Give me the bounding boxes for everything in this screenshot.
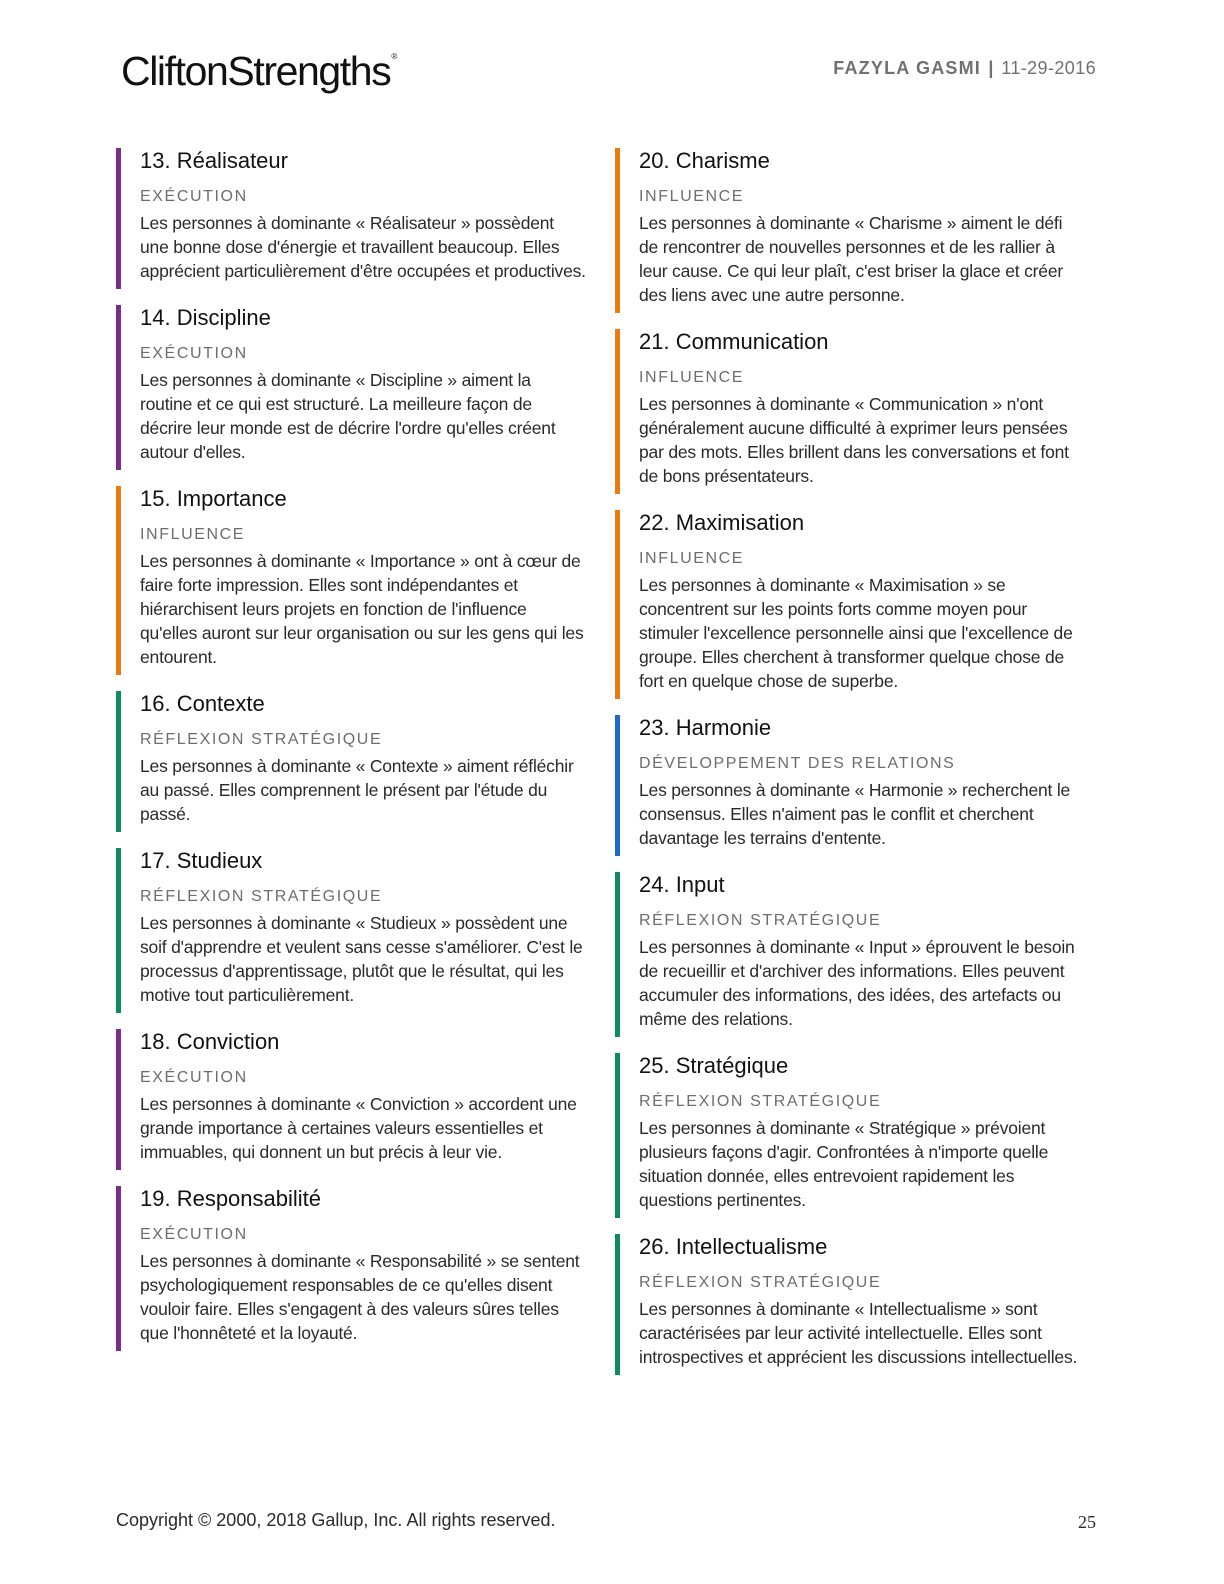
theme-domain: RÉFLEXION STRATÉGIQUE xyxy=(140,888,383,905)
theme-title: 21. Communication xyxy=(639,329,829,354)
theme-intellectualisme xyxy=(615,1234,1085,1375)
theme-domain: INFLUENCE xyxy=(140,526,246,543)
theme-strategique xyxy=(615,1053,1085,1218)
report-date: 11-29-2016 xyxy=(1001,58,1096,78)
cliftonstrengths-logo xyxy=(121,48,397,95)
theme-maximisation xyxy=(615,510,1085,699)
theme-title: 13. Réalisateur xyxy=(140,148,288,173)
theme-title: 26. Intellectualisme xyxy=(639,1234,828,1259)
theme-domain: INFLUENCE xyxy=(639,188,745,205)
theme-domain: INFLUENCE xyxy=(639,550,745,567)
meta-separator: | xyxy=(988,58,994,78)
theme-title: 25. Stratégique xyxy=(639,1053,789,1078)
theme-description: Les personnes à dominante « Charisme » aiment le défi de rencontrer de nouvelles personnes et de les rallier à leur cause. Ce qui leur plaît, c'est briser la glace et créer des liens avec une autre personne. xyxy=(639,213,1063,305)
registered-mark: ® xyxy=(391,52,398,61)
theme-domain: RÉFLEXION STRATÉGIQUE xyxy=(140,731,383,748)
theme-title: 14. Discipline xyxy=(140,305,271,330)
theme-title: 20. Charisme xyxy=(639,148,770,173)
person-name: FAZYLA GASMI xyxy=(833,58,981,78)
theme-input xyxy=(615,872,1085,1037)
theme-contexte xyxy=(116,691,586,832)
theme-description: Les personnes à dominante « Harmonie » recherchent le consensus. Elles n'aiment pas le conflit et cherchent davantage les terrains d'entente. xyxy=(639,780,1071,848)
theme-description: Les personnes à dominante « Stratégique » prévoient plusieurs façons d'agir. Confrontées à n'importe quelle situation donnée, elles entrevoient rapidement les questions pertinentes. xyxy=(639,1118,1049,1210)
theme-charisme xyxy=(615,148,1085,313)
theme-description: Les personnes à dominante « Conviction » accordent une grande importance à certaines valeurs essentielles et immuables, qui donnent un but précis à leur vie. xyxy=(140,1094,577,1162)
theme-description: Les personnes à dominante « Input » éprouvent le besoin de recueillir et d'archiver des informations. Elles peuvent accumuler des informations, des idées, des artefacts ou même des relations. xyxy=(639,937,1075,1029)
theme-realisateur xyxy=(116,148,586,289)
theme-domain: EXÉCUTION xyxy=(140,1226,248,1243)
theme-responsabilite xyxy=(116,1186,586,1351)
report-meta xyxy=(833,58,1096,79)
theme-discipline xyxy=(116,305,586,470)
theme-title: 22. Maximisation xyxy=(639,510,805,535)
theme-communication xyxy=(615,329,1085,494)
theme-domain: EXÉCUTION xyxy=(140,188,248,205)
theme-title: 18. Conviction xyxy=(140,1029,280,1054)
theme-domain: RÉFLEXION STRATÉGIQUE xyxy=(639,912,882,929)
logo-text: CliftonStrengths xyxy=(121,48,391,94)
theme-domain: EXÉCUTION xyxy=(140,345,248,362)
theme-harmonie xyxy=(615,715,1085,856)
theme-title: 16. Contexte xyxy=(140,691,265,716)
theme-title: 17. Studieux xyxy=(140,848,263,873)
theme-title: 23. Harmonie xyxy=(639,715,772,740)
theme-domain: EXÉCUTION xyxy=(140,1069,248,1086)
theme-description: Les personnes à dominante « Réalisateur » possèdent une bonne dose d'énergie et travaillent beaucoup. Elles apprécient particulièrement d'être occupées et productives. xyxy=(140,213,586,281)
theme-title: 19. Responsabilité xyxy=(140,1186,322,1211)
theme-domain: RÉFLEXION STRATÉGIQUE xyxy=(639,1093,882,1110)
page-number: 25 xyxy=(1078,1512,1096,1532)
page-header xyxy=(0,0,1224,120)
theme-domain: DÉVELOPPEMENT DES RELATIONS xyxy=(639,755,956,772)
theme-description: Les personnes à dominante « Importance » ont à cœur de faire forte impression. Elles sont indépendantes et hiérarchisent leurs projets en fonction de l'influence qu'elles auront sur leur organisation ou sur les gens qui les entourent. xyxy=(140,551,584,667)
theme-studieux xyxy=(116,848,586,1013)
theme-conviction xyxy=(116,1029,586,1170)
theme-description: Les personnes à dominante « Discipline » aiment la routine et ce qui est structuré. La meilleure façon de décrire leur monde est de décrire l'ordre qu'elles créent autour d'elles. xyxy=(140,370,556,462)
copyright-notice: Copyright © 2000, 2018 Gallup, Inc. All rights reserved. xyxy=(116,1510,556,1530)
theme-domain: RÉFLEXION STRATÉGIQUE xyxy=(639,1274,882,1291)
theme-description: Les personnes à dominante « Intellectualisme » sont caractérisées par leur activité intellectuelle. Elles sont introspectives et apprécient les discussions intellectuelles. xyxy=(639,1299,1078,1367)
themes-column-right xyxy=(615,148,1085,1391)
theme-description: Les personnes à dominante « Maximisation » se concentrent sur les points forts comme moyen pour stimuler l'excellence personnelle ainsi que l'excellence de groupe. Elles cherchent à transformer quelque chose de fort en quelque chose de superbe. xyxy=(639,575,1073,691)
theme-title: 24. Input xyxy=(639,872,725,897)
theme-description: Les personnes à dominante « Contexte » aiment réfléchir au passé. Elles comprennent le présent par l'étude du passé. xyxy=(140,756,574,824)
theme-description: Les personnes à dominante « Responsabilité » se sentent psychologiquement responsables de ce qu'elles disent vouloir faire. Elles s'engagent à des valeurs sûres telles que l'honnêteté et la loyauté. xyxy=(140,1251,580,1343)
theme-importance xyxy=(116,486,586,675)
themes-column-left xyxy=(116,148,586,1367)
theme-description: Les personnes à dominante « Studieux » possèdent une soif d'apprendre et veulent sans cesse s'améliorer. C'est le processus d'apprentissage, plutôt que le résultat, qui les motive tout particulièrement. xyxy=(140,913,583,1005)
theme-domain: INFLUENCE xyxy=(639,369,745,386)
theme-description: Les personnes à dominante « Communication » n'ont généralement aucune difficulté à exprimer leurs pensées par des mots. Elles brillent dans les conversations et font de bons présentateurs. xyxy=(639,394,1069,486)
theme-title: 15. Importance xyxy=(140,486,287,511)
